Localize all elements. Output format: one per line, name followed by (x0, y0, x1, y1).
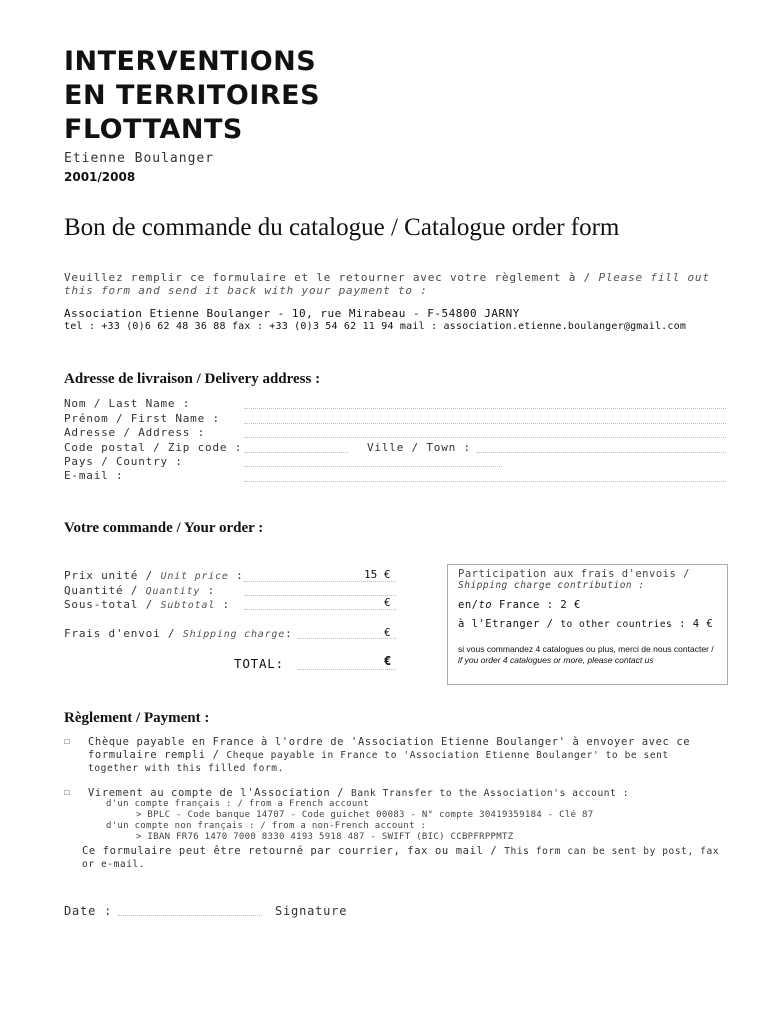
shipping-bulk-note: si vous commandez 4 catalogues ou plus, merci de nous contacter / if you order 4 catalogues or more, please contact us (458, 644, 714, 665)
date-label: Date : (64, 904, 113, 918)
total-label: TOTAL: (234, 656, 284, 671)
title-line-1: INTERVENTIONS (64, 46, 317, 77)
shipping-box-title-fr: Participation aux frais d'envois / (458, 568, 690, 580)
signature-label: Signature (275, 904, 348, 918)
intro-text (64, 271, 724, 297)
shipping-currency: € (384, 626, 391, 639)
shipping-abroad: à l'Etranger / to other countries : 4 € (458, 618, 714, 630)
association-contact: tel : +33 (0)6 62 48 36 88 fax : +33 (0)3 54 62 11 94 mail : association.etienne.boulanger@gmail.com (64, 321, 687, 332)
unit-price-label: Prix unité / Unit price : (64, 569, 244, 582)
transfer-text: Virement au compte de l'Association / Bank Transfer to the Association's account : (88, 787, 630, 799)
country-label: Pays / Country : (64, 455, 183, 468)
email-field[interactable] (244, 481, 726, 482)
address-label: Adresse / Address : (64, 426, 206, 439)
bplc-details: > BPLC - Code banque 14707 - Code guichet 00083 - N° compte 30419359184 - Clé 87 (136, 810, 594, 820)
country-field[interactable] (244, 466, 502, 467)
unit-price-value: 15 € (364, 568, 391, 581)
shipping-field[interactable] (298, 638, 396, 639)
last-name-field[interactable] (244, 408, 726, 409)
association-address: Association Etienne Boulanger - 10, rue Mirabeau - F-54800 JARNY (64, 307, 520, 320)
intro-en: Please fill out this form and send it back with your payment to : (64, 271, 710, 297)
shipping-label: Frais d'envoi / Shipping charge: (64, 627, 293, 640)
form-title: Bon de commande du catalogue / Catalogue order form (64, 214, 620, 241)
french-account-label: d'un compte français : / from a French account (106, 799, 370, 809)
return-note: Ce formulaire peut être retourné par courrier, fax ou mail / This form can be sent by post, fax or e-mail. (82, 845, 720, 870)
last-name-label: Nom / Last Name : (64, 397, 191, 410)
cheque-text: Chèque payable en France à l'ordre de 'Association Etienne Boulanger' à envoyer avec ce formulaire rempli / Cheque payable in France to 'Association Etienne Boulanger' to be sent together with this filled form. (88, 736, 691, 774)
iban-details: > IBAN FR76 1470 7000 8330 4193 5918 487 - SWIFT (BIC) CCBPFRPPMTZ (136, 832, 514, 842)
address-field[interactable] (244, 437, 726, 438)
quantity-field[interactable] (244, 595, 396, 596)
town-label: Ville / Town : (367, 441, 471, 454)
order-heading: Votre commande / Your order : (64, 520, 264, 536)
zip-field[interactable] (244, 452, 348, 453)
shipping-box-title-en: Shipping charge contribution : (458, 580, 645, 591)
total-currency: € (384, 654, 392, 668)
first-name-field[interactable] (244, 423, 726, 424)
town-field[interactable] (476, 452, 726, 453)
title-line-2: EN TERRITOIRES (64, 80, 321, 111)
intro-fr: Veuillez remplir ce formulaire et le retourner avec votre règlement à / (64, 271, 599, 284)
payment-heading: Règlement / Payment : (64, 710, 210, 726)
email-label: E-mail : (64, 469, 124, 482)
subtotal-field[interactable] (244, 609, 396, 610)
delivery-heading: Adresse de livraison / Delivery address : (64, 371, 321, 387)
subtotal-label: Sous-total / Subtotal : (64, 598, 230, 611)
transfer-checkbox[interactable]: ☐ (64, 787, 71, 798)
cheque-checkbox[interactable]: ☐ (64, 736, 71, 747)
date-field[interactable] (118, 915, 262, 916)
title-line-3: FLOTTANTS (64, 114, 243, 145)
subtotal-currency: € (384, 596, 391, 609)
exhibition-title (64, 45, 320, 147)
foreign-account-label: d'un compte non français : / from a non-French account : (106, 821, 427, 831)
zip-label: Code postal / Zip code : (64, 441, 243, 454)
first-name-label: Prénom / First Name : (64, 412, 220, 425)
years: 2001/2008 (64, 170, 136, 184)
shipping-france: en/to France : 2 € (458, 599, 581, 611)
author-name: Etienne Boulanger (64, 151, 215, 166)
unit-price-field (244, 581, 396, 582)
total-field[interactable] (298, 669, 396, 670)
quantity-label: Quantité / Quantity : (64, 584, 216, 597)
